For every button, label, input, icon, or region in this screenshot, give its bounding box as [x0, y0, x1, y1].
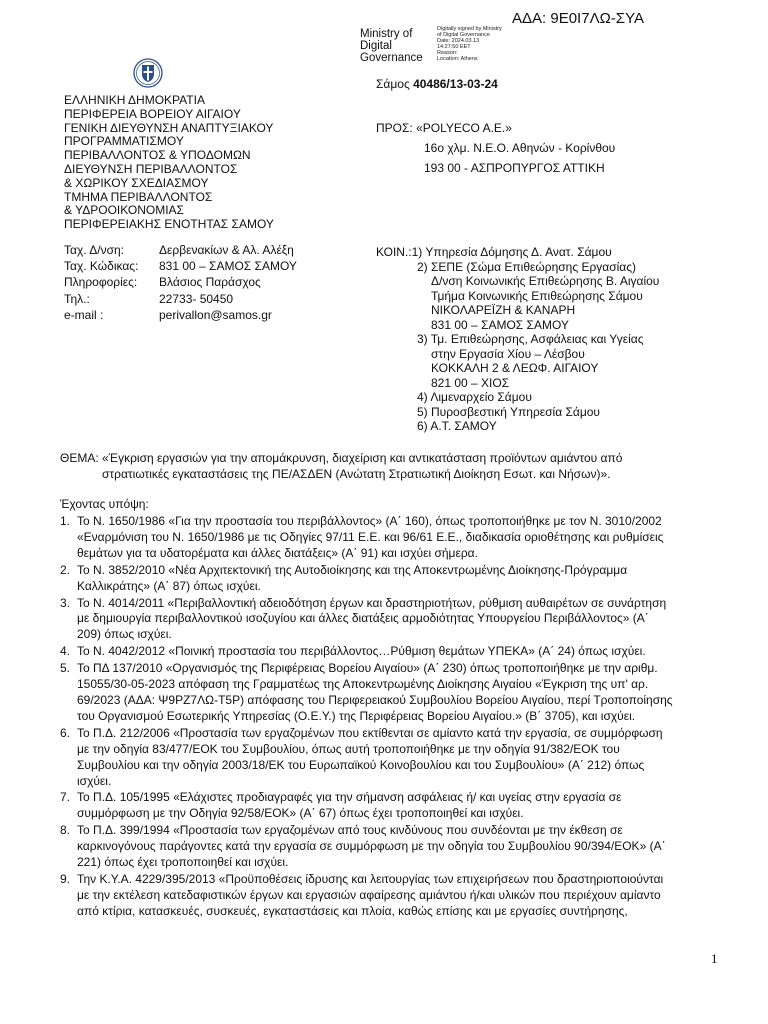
list-item-text — [77, 563, 750, 595]
recipient-city: 193 00 - ΑΣΠΡΟΠΥΡΓΟΣ ΑΤΤΙΚΗ — [424, 161, 605, 175]
list-item-number: 9. — [60, 871, 71, 886]
list-item-number: 6. — [60, 725, 71, 740]
list-item — [60, 596, 750, 644]
signature-line: Reason: — [437, 50, 458, 56]
list-item-line: Το Ν. 4014/2011 «Περιβαλλοντική αδειοδότηση έργων και δραστηριοτήτων, ρύθμιση αυθαιρέτων σε συνάρτηση — [77, 595, 667, 610]
list-item-number: 3. — [60, 595, 71, 610]
page-number: 1 — [711, 951, 718, 966]
list-item-line: Το Π.Δ. 399/1994 «Προστασία των εργαζομένων από τους κινδύνους που συνδέονται με την έκθεση σε — [77, 823, 623, 838]
list-item — [60, 644, 750, 660]
list-item — [60, 726, 750, 790]
list-item-line: 69/2023 (ΑΔΑ: Ψ9ΡΖ7ΛΩ-Τ5Ρ) απόφασης του Περιφερειακού Συμβουλίου Βορείου Αιγαίου, περί Τροποποίησης — [77, 692, 673, 707]
issuer-line: ΠΕΡΙΦΕΡΕΙΑ ΒΟΡΕΙΟΥ ΑΙΓΑΙΟΥ — [64, 106, 241, 121]
subject-line: στρατιωτικές εγκαταστάσεις της ΠΕ/ΑΣΔΕΝ (Ανώτατη Στρατιωτική Διοίκηση Εσωτ. και Νήσων)». — [102, 467, 611, 481]
list-item-number: 7. — [60, 790, 71, 805]
cc-line: 5) Πυροσβεστική Υπηρεσία Σάμου — [417, 404, 600, 419]
contact-row — [64, 242, 297, 258]
signature-line: Digitally signed by Ministry — [437, 26, 502, 32]
list-item-line: 15055/30-05-2023 απόφαση της Γραμματέως της Αποκεντρωμένης Διοίκησης Αιγαίου «Έγκριση της υπ' αρ. — [77, 677, 649, 692]
issuer-line: ΤΜΗΜΑ ΠΕΡΙΒΑΛΛΟΝΤΟΣ — [64, 189, 213, 204]
issuer-line: & ΧΩΡΙΚΟΥ ΣΧΕΔΙΑΣΜΟΥ — [64, 175, 209, 190]
list-item-text — [77, 726, 750, 790]
considerations-list — [60, 514, 750, 921]
list-item-number: 5. — [60, 661, 71, 676]
ministry-line: Digital — [360, 40, 392, 52]
list-item-line: 209) όπως ισχύει. — [77, 627, 172, 642]
list-item-line: συμμόρφωση με την Οδηγία 92/58/ΕΟΚ» (Α΄ 67) όπως έχει τροποποιηθεί και ισχύει. — [77, 806, 524, 821]
cc-line: Δ/νση Κοινωνικής Επιθεώρησης Β. Αιγαίου — [431, 274, 660, 288]
issuer-line: ΓΕΝΙΚΗ ΔΙΕΥΘΥΝΣΗ ΑΝΑΠΤΥΞΙΑΚΟΥ — [64, 120, 274, 135]
cc-line: ΚΟΚΚΑΛΗ 2 & ΛΕΩΦ. ΑΙΓΑΙΟΥ — [431, 361, 599, 375]
greek-coat-of-arms-icon — [133, 58, 163, 88]
contact-row — [64, 258, 297, 274]
subject-block — [60, 450, 740, 482]
list-item-line: με την εκτέλεση κατεδαφιστικών έργων και εργασιών αφαίρεσης αμιάντου ή/και υλικών που περιέχουν αμίαντο — [77, 887, 661, 902]
list-item-line: Το ΠΔ 137/2010 «Οργανισμός της Περιφέρειας Βορείου Αιγαίου» (Α΄ 230) όπως τροποποιήθηκε με την αριθμ. — [77, 661, 658, 676]
list-item-line: Καλλικράτης» (Α΄ 87) όπως ισχύει. — [77, 578, 261, 593]
contact-value: Βλάσιος Παράσχος — [159, 275, 261, 290]
ministry-line: Ministry of — [360, 28, 413, 40]
recipient-name: ΠΡΟΣ: «POLYECO A.E.» — [376, 121, 512, 135]
protocol-date — [376, 77, 498, 91]
issuer-line: & ΥΔΡΟΟΙΚΟΝΟΜΙΑΣ — [64, 203, 184, 218]
issuer-block — [64, 94, 274, 232]
cc-line: 2) ΣΕΠΕ (Σώμα Επιθεώρησης Εργασίας) — [417, 259, 636, 274]
cc-block — [376, 245, 659, 434]
list-item-line: από κτίρια, κατασκευές, συσκευές, εγκαταστάσεις και πλοία, καθώς επίσης και με εργασίες συντήρησης, — [77, 903, 628, 918]
recipient-block — [376, 118, 615, 178]
recipient-address: 16ο χλμ. Ν.Ε.Ο. Αθηνών - Κορίνθου — [424, 141, 616, 155]
issuer-line: ΠΕΡΙΦΕΡΕΙΑΚΗΣ ΕΝΟΤΗΤΑΣ ΣΑΜΟΥ — [64, 217, 274, 232]
list-item — [60, 872, 750, 920]
contact-row — [64, 274, 297, 290]
list-item-text — [77, 596, 750, 644]
contact-block — [64, 242, 297, 323]
issuer-line: ΕΛΛΗΝΙΚΗ ΔΗΜΟΚΡΑΤΙΑ — [64, 93, 205, 107]
contact-value: Δερβενακίων & Αλ. Αλέξη — [159, 243, 294, 257]
list-item-line: 221) όπως έχει τροποποιηθεί και ισχύει. — [77, 855, 289, 870]
list-item-line: καρκινογόνους παράγοντες κατά την εργασία σε συμμόρφωση με την οδηγία του Συμβουλίου 90/394/ΕΟΚ» (Α΄ — [77, 839, 666, 854]
list-item-text — [77, 644, 750, 660]
cc-line: 4) Λιμεναρχείο Σάμου — [417, 390, 532, 404]
list-item-line: με δημιουργία περιβαλλοντικού ισοζυγίου και άλλες διατάξεις αρμοδιότητας Υπουργείου Περιβάλλοντος» (Α΄ — [77, 611, 649, 626]
issuer-line: ΠΡΟΓΡΑΜΜΑΤΙΣΜΟΥ — [64, 134, 184, 149]
contact-value: 22733- 50450 — [159, 291, 234, 306]
list-item-text — [77, 823, 750, 871]
signature-line: Location: Athens — [437, 56, 478, 62]
issuer-line: ΔΙΕΥΘΥΝΣΗ ΠΕΡΙΒΑΛΛΟΝΤΟΣ — [64, 161, 238, 176]
list-item-number: 8. — [60, 823, 71, 838]
cc-header: ΚΟΙΝ.:1) Υπηρεσία Δόμησης Δ. Ανατ. Σάμου — [376, 245, 612, 259]
contact-value: 831 00 – ΣΑΜΟΣ ΣΑΜΟΥ — [159, 259, 297, 274]
list-item-line: Συμβουλίου και την οδηγία 2003/18/ΕΚ του Ευρωπαϊκού Κοινοβουλίου και του Συμβουλίου» (Α΄ 212) όπως — [77, 757, 645, 772]
signature-line: 14:27:50 EET — [437, 44, 471, 50]
list-item-line: Το Π.Δ. 212/2006 «Προστασία των εργαζομένων που εκτίθενται σε αμίαντο κατά την εργασία, σε συμμόρφωση — [77, 725, 663, 740]
cc-line: 821 00 – ΧΙΟΣ — [431, 375, 510, 390]
list-item-line: Το Π.Δ. 105/1995 «Ελάχιστες προδιαγραφές για την σήμανση ασφάλειας ή/ και υγείας στην εργασία σε — [77, 790, 622, 805]
signature-line: of Digital Governance — [437, 32, 490, 38]
contact-key: e-mail : — [64, 307, 104, 322]
contact-email[interactable]: perivallon@samos.gr — [159, 307, 272, 322]
list-item-line: θεμάτων για τα υδατορέματα και άλλες διατάξεις» (Α΄ 91) και ισχύει σήμερα. — [77, 545, 478, 560]
list-item-text — [77, 872, 750, 920]
list-item-text — [77, 514, 750, 562]
list-item-line: Το Ν. 4042/2012 «Ποινική προστασία του περιβάλλοντος…Ρύθμιση θεμάτων ΥΠΕΚΑ» (Α΄ 24) όπως ισχύει. — [77, 644, 646, 659]
cc-line: 6) Α.Τ. ΣΑΜΟΥ — [417, 419, 497, 433]
list-item-line: Το Ν. 1650/1986 «Για την προστασία του περιβάλλοντος» (Α΄ 160), όπως τροποποιήθηκε με τον Ν. 3010/2002 — [77, 514, 662, 528]
cc-line: ΝΙΚΟΛΑΡΕΪΖΗ & ΚΑΝΑΡΗ — [431, 303, 576, 317]
date-place: Σάμος — [376, 77, 414, 91]
considering-heading: Έχοντας υπόψη: — [60, 497, 149, 511]
contact-row — [64, 307, 297, 323]
issuer-line: ΠΕΡΙΒΑΛΛΟΝΤΟΣ & ΥΠΟΔΟΜΩΝ — [64, 148, 251, 163]
list-item — [60, 661, 750, 725]
subject-line: ΘΕΜΑ: «Έγκριση εργασιών για την απομάκρυνση, διαχείριση και αντικατάσταση προϊόντων αμιάντου από — [60, 451, 623, 465]
list-item-text — [77, 790, 750, 822]
list-item-line: Το Ν. 3852/2010 «Νέα Αρχιτεκτονική της Αυτοδιοίκησης και της Αποκεντρωμένης Διοίκησης-Πρόγραμμα — [77, 562, 628, 577]
cc-line: 831 00 – ΣΑΜΟΣ ΣΑΜΟΥ — [431, 317, 569, 332]
protocol-number: 40486/13-03-24 — [413, 77, 498, 91]
list-item-line: ισχύει. — [77, 773, 112, 788]
contact-key: Τηλ.: — [64, 291, 90, 306]
list-item — [60, 563, 750, 595]
digital-signature — [437, 26, 502, 62]
cc-line: 3) Τμ. Επιθεώρησης, Ασφάλειας και Υγείας — [417, 332, 644, 346]
signature-line: Date: 2024.03.13 — [437, 38, 480, 44]
list-item-text — [77, 661, 750, 725]
contact-key: Πληροφορίες: — [64, 275, 138, 290]
cc-line: Τμήμα Κοινωνικής Επιθεώρησης Σάμου — [431, 288, 643, 303]
list-item-number: 4. — [60, 644, 71, 659]
list-item — [60, 823, 750, 871]
list-item-number: 1. — [60, 514, 71, 528]
contact-key: Ταχ. Κώδικας: — [64, 259, 139, 274]
list-item-number: 2. — [60, 562, 71, 577]
list-item-line: του Οργανισμού Εσωτερικής Υπηρεσίας (Ο.Ε.Υ.) της Περιφέρειας Βορείου Αιγαίου.» (Β΄ 3705), και ισχύει. — [77, 708, 636, 723]
contact-row — [64, 291, 297, 307]
ministry-label — [360, 28, 440, 64]
list-item-line: «Εναρμόνιση του Ν. 1650/1986 με τις Οδηγίες 97/11 Ε.Ε. και 96/61 Ε.Ε., διαδικασία οριοθέτησης και ρυθμίσεις — [77, 529, 664, 544]
cc-line: στην Εργασία Χίου – Λέσβου — [431, 346, 585, 361]
ada-code: ΑΔΑ: 9Ε0Ι7ΛΩ-ΣΥΑ — [512, 10, 644, 27]
list-item-line: Την Κ.Υ.Α. 4229/395/2013 «Προϋποθέσεις ίδρυσης και λειτουργίας των επιχειρήσεων που δραστηριοποιούνται — [77, 871, 664, 886]
ministry-line: Governance — [360, 52, 423, 64]
contact-key: Ταχ. Δ/νση: — [64, 243, 125, 257]
list-item-line: με την οδηγία 83/477/ΕΟΚ του Συμβουλίου, όπως αυτή τροποποιήθηκε με την οδηγία 91/382/ΕΟΚ του — [77, 741, 620, 756]
list-item — [60, 514, 750, 562]
list-item — [60, 790, 750, 822]
